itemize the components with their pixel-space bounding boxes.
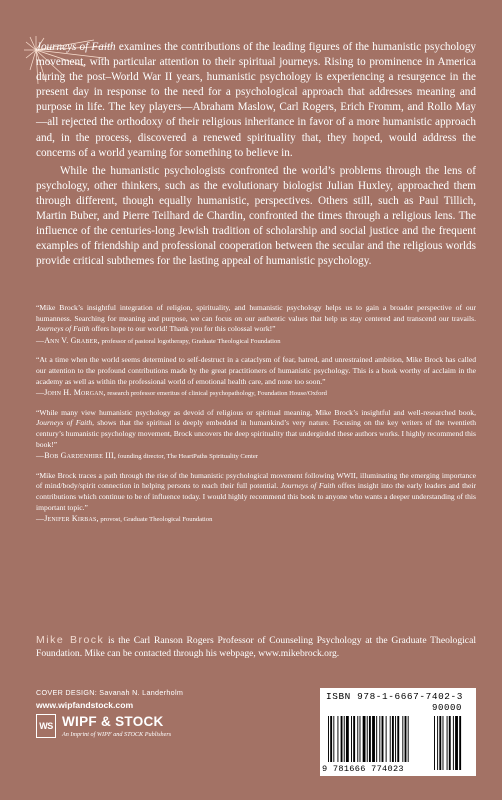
- price-barcode-bar: [434, 716, 435, 770]
- barcode-bar: [363, 716, 366, 762]
- endorsement-4: [36, 471, 476, 526]
- barcode-bar: [372, 716, 375, 762]
- barcode-bar: [397, 716, 399, 762]
- price-barcode-bar: [447, 716, 448, 770]
- barcode-bar: [360, 716, 361, 762]
- quote-text: , shows that the spiritual is deeply embedded in humankind’s very nature. Focusing on the key writers of the twentieth century’s humanistic psychology movement, Brock uncovers the deep spirituality that undergirded these authors works. I highly recommend this book!”: [36, 418, 476, 449]
- endorser-role: professor of pastoral logotherapy, Graduate Theological Foundation: [99, 337, 281, 345]
- barcode-bar: [395, 716, 396, 762]
- isbn-barcode: [320, 688, 476, 776]
- isbn-label: ISBN 978-1-6667-7402-3: [326, 691, 463, 702]
- barcode-bar: [344, 716, 345, 762]
- description-paragraph-1-text: examines the contributions of the leading figures of the humanistic psychology movement, with particular attention to their spiritual journeys. Rising to prominence in America during the post–World War II years, humanistic psychology is experiencing a resurgence in the present day in response to the need for a psychological approach that addresses meaning and purpose in life. The key players—Abraham Maslow, Carl Rogers, Erich Fromm, and Rollo May—all rejected the orthodoxy of their religious inheritance in favor of a more humanistic approach and, in the process, discovered a renewed spirituality that, they hoped, would address the concerns of a world yearning for something to believe in.: [36, 41, 477, 159]
- publisher-name: WIPF & STOCK: [62, 714, 164, 729]
- price-barcode-bar: [437, 716, 438, 770]
- endorsements: [36, 303, 476, 534]
- quote-text: offers insight into the early leaders and their contributions which continue to be of influence today. I would highly recommend this book to anyone who wants a deeper understanding of this important topic.”: [36, 481, 476, 512]
- barcode-bar: [376, 716, 377, 762]
- endorsement-attribution: [36, 514, 476, 526]
- barcode-bar: [346, 716, 349, 762]
- endorsement-attribution: [36, 451, 476, 463]
- publisher-block: [36, 714, 256, 740]
- quote-text: “At a time when the world seems determined to self-destruct in a cataclysm of fear, hatred, and unrestrained ambition, Mike Brock has called our attention to the profound contributions made by the great practitioners of humanistic psychology. This is a book worthy of acclaim in the academy as well as within the professional world of emotional health care, and none too soon.”: [36, 355, 476, 386]
- barcode-bar: [369, 716, 371, 762]
- barcode-bar: [408, 716, 409, 762]
- barcode-bar: [367, 716, 368, 762]
- endorser-name: —John H. Morgan,: [36, 388, 106, 398]
- endorsement-quote: [36, 408, 476, 450]
- endorsement-quote: [36, 355, 476, 387]
- author-bio-text: is the Carl Ranson Rogers Professor of Counseling Psychology at the Graduate Theological Foundation. Mike can be contacted through his webpage, www.mikebrock.org.: [36, 635, 476, 659]
- barcode-bar: [382, 716, 384, 762]
- price-barcode-bar: [443, 716, 444, 770]
- quote-text: “Mike Brock’s insightful integration of religion, spirituality, and humanistic psychology helps us to gain a broader perspective of our humanness. Searching for meaning and purpose, we can focus on our authentic values that help us stay centered and transcend our travails.: [36, 303, 476, 323]
- price-barcode-bar: [453, 716, 454, 770]
- endorsement-attribution: [36, 336, 476, 348]
- quote-text: offers hope to our world! Thank you for this colossal work!”: [89, 324, 276, 334]
- barcode-bar: [328, 716, 329, 762]
- author-bio: [36, 634, 476, 660]
- endorsement-1: [36, 303, 476, 347]
- publisher-imprint-line: An Imprint of WIPF and STOCK Publishers: [62, 731, 172, 738]
- quote-text: “Mike Brock traces a path through the rise of the humanistic psychological movement following WWII, illuminating the emerging importance of mind/body/spirit connection in helping persons to reach their full potential.: [36, 470, 476, 491]
- barcode-bar: [405, 716, 407, 762]
- publisher-logo-icon: WS: [36, 714, 56, 738]
- barcode-bar: [402, 716, 403, 762]
- barcode-bar: [337, 716, 338, 762]
- price-barcode-bar: [455, 716, 458, 770]
- price-barcode-bar: [439, 716, 441, 770]
- publisher-website: www.wipfandstock.com: [36, 700, 134, 710]
- quote-title: Journeys of Faith: [36, 324, 90, 334]
- endorsement-attribution: [36, 388, 476, 400]
- quote-text: “While many view humanistic psychology as devoid of religious or spiritual meaning, Mike Brock’s insightful and well-researched book,: [36, 407, 476, 417]
- author-name: Mike Brock: [36, 634, 105, 646]
- description-paragraph-1: [36, 40, 476, 161]
- endorser-role: provost, Graduate Theological Foundation: [98, 516, 213, 524]
- price-barcode-bar: [459, 716, 461, 770]
- quote-title: Journeys of Faith: [280, 481, 336, 491]
- quote-title: Journeys of Faith: [36, 418, 93, 428]
- endorser-name: —Jenifer Kirbas,: [36, 514, 99, 524]
- barcode-bar: [353, 716, 355, 762]
- endorsement-quote: [36, 471, 476, 513]
- barcode-bar: [333, 716, 334, 762]
- barcode-digits: 9 781666 774023: [322, 764, 404, 774]
- barcode-bar: [341, 716, 343, 762]
- description-paragraph-2: While the humanistic psychologists confronted the world’s problems through the lens of psychology, other thinkers, such as the evolutionary biologist Julian Huxley, approached them through different, though equally humanistic, perspectives. Others still, such as Paul Tillich, Martin Buber, and Pierre Teilhard de Chardin, confronted the times through a religious lens. The influence of the centuries-long Jewish tradition of scholarship and social justice and the frequent examples of friendship and professional cooperation between the secular and the religious worlds provide critical subthemes for the lasting appeal of humanistic psychology.: [36, 164, 476, 268]
- barcode-bar: [357, 716, 358, 762]
- barcode-bar: [379, 716, 380, 762]
- endorsement-quote: [36, 303, 476, 335]
- endorsement-3: [36, 408, 476, 463]
- book-description: [36, 40, 476, 269]
- endorser-role: research professor emeritus of clinical psychopathology, Foundation House/Oxford: [105, 390, 327, 398]
- barcode-bar: [386, 716, 387, 762]
- cover-design-credit: COVER DESIGN: Savanah N. Landerholm: [36, 688, 184, 697]
- barcode-bar: [330, 716, 332, 762]
- endorsement-2: [36, 355, 476, 399]
- barcode-bar: [392, 716, 394, 762]
- barcode-bar: [351, 716, 352, 762]
- endorser-name: —Bob Gardenhire III,: [36, 451, 117, 461]
- book-title-italic: Journeys of Faith: [36, 41, 116, 53]
- endorser-name: —Ann V. Graber,: [36, 335, 100, 345]
- price-barcode-bar: [449, 716, 451, 770]
- price-code: 90000: [432, 703, 463, 713]
- barcode-bar: [390, 716, 391, 762]
- endorser-role: founding director, The HeartPaths Spirituality Center: [116, 453, 259, 461]
